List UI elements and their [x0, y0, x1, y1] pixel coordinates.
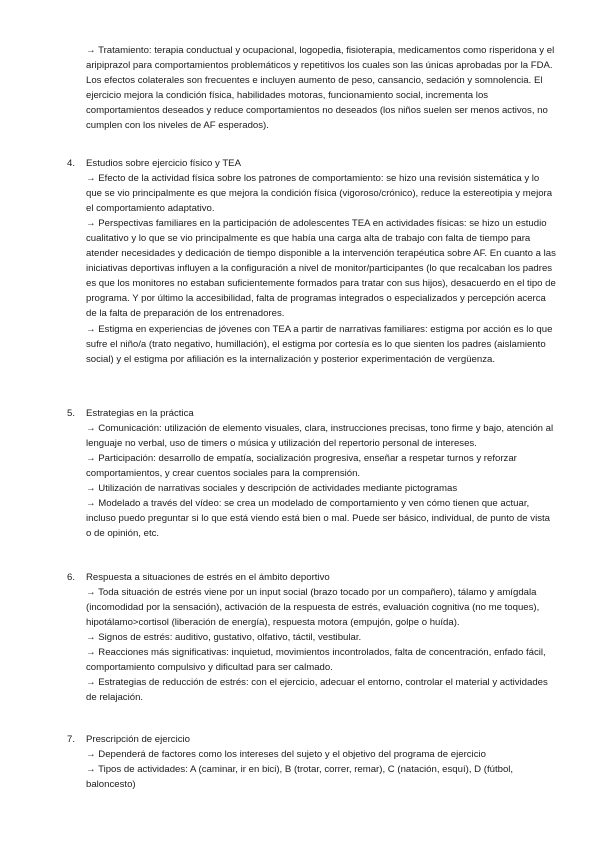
section-title: Prescripción de ejercicio: [86, 734, 190, 745]
list-item: → Dependerá de factores como los intereses del sujeto y el objetivo del programa de ejercicio: [86, 749, 486, 761]
list-item: → Modelado a través del vídeo: se crea un modelado de comportamiento y ven cómo tienen que actuar, incluso puedo preguntar si lo que está viendo está bien o mal. Puede ser básico, individual, de punto de vista o de opinión, etc.: [86, 498, 550, 540]
list-item: → Utilización de narrativas sociales y descripción de actividades mediante pictogramas: [86, 483, 458, 495]
list-item: → Tipos de actividades: A (caminar, ir en bici), B (trotar, correr, remar), C (natación, esquí), D (fútbol, baloncesto): [86, 764, 514, 791]
section-number: 6.: [67, 572, 76, 583]
list-item: → Estrategias de reducción de estrés: con el ejercicio, adecuar el entorno, controlar el material y actividades de relajación.: [86, 677, 548, 704]
list-item: → Comunicación: utilización de elemento visuales, clara, instrucciones precisas, tono firme y bajo, atención al lenguaje no verbal, uso de timers o música y utilización del repertorio personal de intereses.: [86, 423, 554, 450]
section-title: Respuesta a situaciones de estrés en el ámbito deportivo: [86, 572, 330, 583]
section-7: [67, 732, 557, 792]
list-item: → Perspectivas familiares en la participación de adolescentes TEA en actividades físicas: se hizo un estudio cualitativo y lo que se vio principalmente es que había una carga alta de trabajo con falta de tiempo para atender necesidades y dedicación de tiempo disponible a la intervención terapéutica sobre AF. En cuanto a las iniciativas deportivas influyen a la configuración a nivel de monitor/participantes (lo que recalcaban los padres es que los monitores no estaban suficientemente formados para tratar con sus hijos), desacuerdo en el tipo de programa. Y por último la accesibilidad, falta de programas integrados o especializados y percepción acerca de la falta de preparación de los entrenadores.: [86, 218, 556, 320]
section-5: [67, 406, 557, 541]
section-number: 7.: [67, 734, 76, 745]
section-number: 5.: [67, 408, 76, 419]
list-item: → Signos de estrés: auditivo, gustativo, olfativo, táctil, vestibular.: [86, 632, 362, 644]
list-item: → Participación: desarrollo de empatía, socialización progresiva, enseñar a respetar turnos y reforzar comportamientos, y crear cuentos sociales para la comprensión.: [86, 453, 517, 480]
treatment-paragraph: → Tratamiento: terapia conductual y ocupacional, logopedia, fisioterapia, medicamentos como risperidona y el aripiprazol para comportamientos problemáticos y repetitivos los cuales son las únicas aprobadas por la FDA. Los efectos colaterales son frecuentes e incluyen aumento de peso, cansancio, sedación y somnolencia. El ejercicio mejora la condición física, habilidades motoras, funcionamiento social, incrementa los comportamientos deseados y reduce comportamientos no deseados (los niños suelen ser menos activos, no cumplen con los niveles de AF esperados).: [86, 45, 555, 132]
section-6: [67, 570, 557, 705]
list-item: → Reacciones más significativas: inquietud, movimientos incontrolados, falta de concentración, enfado fácil, comportamiento compulsivo y dificultad para ser calmado.: [86, 647, 546, 674]
list-item: → Estigma en experiencias de jóvenes con TEA a partir de narrativas familiares: estigma por acción es lo que sufre el niño/a (trato negativo, humillación), el estigma por cortesía es lo que sienten los padres (aislamiento social) y el estigma por afiliación es la internalización y posterior experimentación de vergüenza.: [86, 323, 553, 365]
list-item: → Efecto de la actividad física sobre los patrones de comportamiento: se hizo una revisión sistemática y lo que se vio principalmente es que mejora la condición física (vigoroso/crónico), reduce la estereotipia y mejora el comportamiento adaptativo.: [86, 173, 553, 215]
section-number: 4.: [67, 158, 76, 169]
section-4: [67, 156, 557, 367]
section-title: Estrategias en la práctica: [86, 408, 194, 419]
section-title: Estudios sobre ejercicio físico y TEA: [86, 158, 241, 169]
list-item: → Toda situación de estrés viene por un input social (brazo tocado por un compañero), tálamo y amígdala (incomodidad por la sensación), activación de la respuesta de estrés, evaluación cognitiva (no me toques), hipotálamo>cortisol (liberación de energía), respuesta motora (empujón, golpe o huída).: [86, 587, 540, 629]
